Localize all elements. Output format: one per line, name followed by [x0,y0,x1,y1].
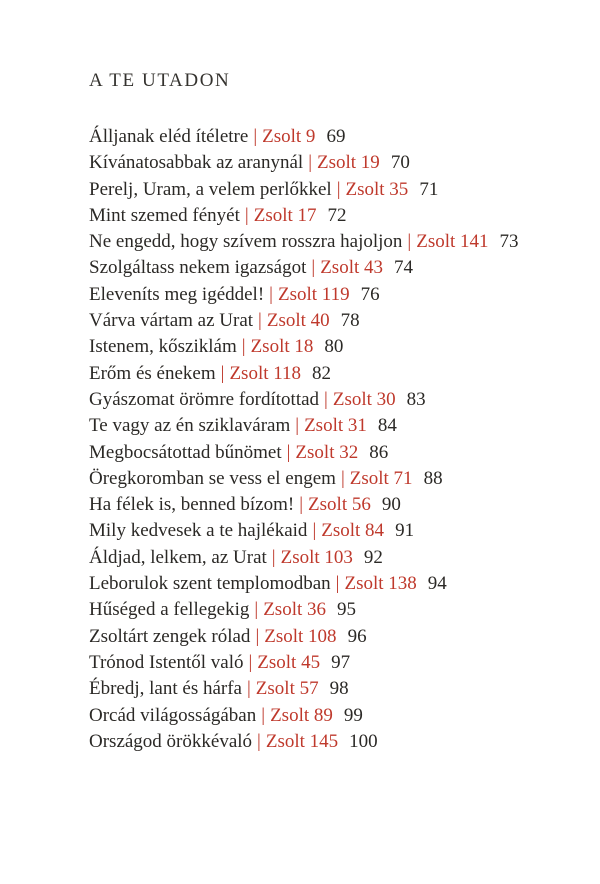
separator: | [254,599,259,621]
toc-entry[interactable] [89,334,560,360]
toc-entry[interactable] [89,624,560,650]
separator: | [253,126,258,147]
toc-entry[interactable] [89,729,560,755]
page-number: 91 [395,520,415,542]
page-number: 82 [312,362,332,384]
entry-title: Ne engedd, hogy szívem rosszra hajoljon [89,231,403,253]
separator: | [269,283,273,305]
separator: | [244,204,249,226]
psalm-ref: Zsolt 145 [265,730,339,752]
psalm-ref: Zsolt 19 [317,152,380,174]
psalm-ref: Zsolt 35 [345,178,409,200]
toc-entry[interactable] [89,308,560,334]
entry-title: Ébredj, lant és hárfa [89,678,242,700]
entry-title: Perelj, Uram, a velem perlőkkel [89,178,332,200]
toc-entry[interactable] [89,387,560,413]
toc-entry[interactable] [89,229,560,255]
entry-title: Ha félek is, benned bízom! [89,494,295,516]
toc-entry[interactable] [89,177,560,203]
separator: | [336,178,341,200]
entry-title: Szolgáltass nekem igazságot [89,257,307,279]
psalm-ref: Zsolt 71 [349,467,413,489]
page-number: 88 [423,467,443,489]
toc-entry[interactable] [89,124,560,150]
psalm-ref: Zsolt 32 [295,441,359,463]
psalm-ref: Zsolt 18 [250,336,314,358]
page-number: 84 [377,415,397,437]
separator: | [286,441,291,463]
toc-entry[interactable] [89,150,560,176]
psalm-ref: Zsolt 138 [344,573,417,595]
psalm-ref: Zsolt 56 [308,494,371,516]
toc-entry[interactable] [89,203,560,229]
entry-title: Megbocsátottad bűnömet [89,441,282,463]
page-number: 80 [324,336,344,358]
page-number: 73 [499,231,519,253]
separator: | [311,257,316,279]
page-number: 96 [347,625,367,647]
psalm-ref: Zsolt 141 [416,231,489,253]
separator: | [295,415,300,437]
page-number: 74 [394,257,414,279]
toc-entry[interactable] [89,361,560,387]
separator: | [258,310,262,332]
psalm-ref: Zsolt 89 [270,704,333,726]
page-number: 95 [337,599,357,621]
page-title: A TE UTADON [89,70,231,91]
page-number: 98 [329,678,349,700]
separator: | [340,467,345,489]
psalm-ref: Zsolt 119 [277,283,350,305]
entry-title: Áldjad, lelkem, az Urat [89,546,267,568]
toc-entry[interactable] [89,650,560,676]
page-number: 99 [343,704,363,726]
psalm-ref: Zsolt 57 [255,678,319,700]
psalm-ref: Zsolt 45 [257,651,321,673]
toc-entry[interactable] [89,545,560,571]
entry-title: Istenem, kősziklám [89,336,237,358]
toc-entry[interactable] [89,466,560,492]
psalm-ref: Zsolt 103 [280,546,353,568]
toc-entry[interactable] [89,282,560,308]
entry-title: Trónod Istentől való [89,651,244,673]
separator: | [312,520,317,542]
page-number: 72 [327,204,347,226]
toc-entry[interactable] [89,255,560,281]
page-number: 100 [349,730,378,752]
toc-entry[interactable] [89,703,560,729]
entry-title: Zsoltárt zengek rólad [89,625,251,647]
separator: | [220,362,225,384]
separator: | [246,678,251,700]
page-number: 71 [419,178,439,200]
page-number: 70 [390,152,410,174]
psalm-ref: Zsolt 118 [229,362,302,384]
psalm-ref: Zsolt 31 [304,415,367,437]
psalm-ref: Zsolt 36 [263,599,327,621]
toc-entry[interactable] [89,597,560,623]
entry-title: Hűséged a fellegekig [89,599,250,621]
entry-title: Álljanak eléd ítéletre [89,126,249,147]
entry-title: Mily kedvesek a te hajlékaid [89,520,308,542]
page-number: 86 [369,441,389,463]
psalm-ref: Zsolt 40 [266,310,330,332]
separator: | [299,494,304,516]
separator: | [261,704,266,726]
separator: | [255,625,260,647]
toc-entry[interactable] [89,571,560,597]
toc-entry[interactable] [89,492,560,518]
toc-entry[interactable] [89,676,560,702]
psalm-ref: Zsolt 9 [262,126,316,147]
entry-title: Eleveníts meg igéddel! [89,283,265,305]
entry-title: Orcád világosságában [89,704,257,726]
psalm-ref: Zsolt 84 [321,520,385,542]
separator: | [271,546,276,568]
page-number: 90 [381,494,401,516]
entry-title: Gyászomat örömre fordítottad [89,388,320,410]
page-number: 94 [427,573,447,595]
entry-title: Mint szemed fényét [89,204,240,226]
separator: | [257,730,261,752]
separator: | [407,231,412,253]
toc-entry[interactable] [89,518,560,544]
entry-title: Te vagy az én sziklaváram [89,415,291,437]
page-number: 78 [340,310,360,332]
page-number: 83 [406,388,426,410]
entry-title: Öregkoromban se vess el engem [89,467,336,489]
entry-title: Országod örökkévaló [89,730,253,752]
separator: | [324,388,328,410]
separator: | [248,651,253,673]
page-number: 92 [363,546,383,568]
entry-title: Erőm és énekem [89,362,216,384]
psalm-ref: Zsolt 17 [253,204,317,226]
entry-title: Várva vártam az Urat [89,310,254,332]
separator: | [241,336,246,358]
toc-entry[interactable] [89,440,560,466]
toc-entry[interactable] [89,413,560,439]
psalm-ref: Zsolt 43 [320,257,384,279]
toc-list [89,124,560,755]
entry-title: Leborulok szent templomodban [89,573,331,595]
entry-title: Kívánatosabbak az aranynál [89,152,304,174]
separator: | [308,152,312,174]
page-number: 97 [331,651,351,673]
psalm-ref: Zsolt 108 [264,625,337,647]
page-number: 69 [326,126,346,147]
separator: | [335,573,340,595]
psalm-ref: Zsolt 30 [332,388,396,410]
page-number: 76 [360,283,380,305]
